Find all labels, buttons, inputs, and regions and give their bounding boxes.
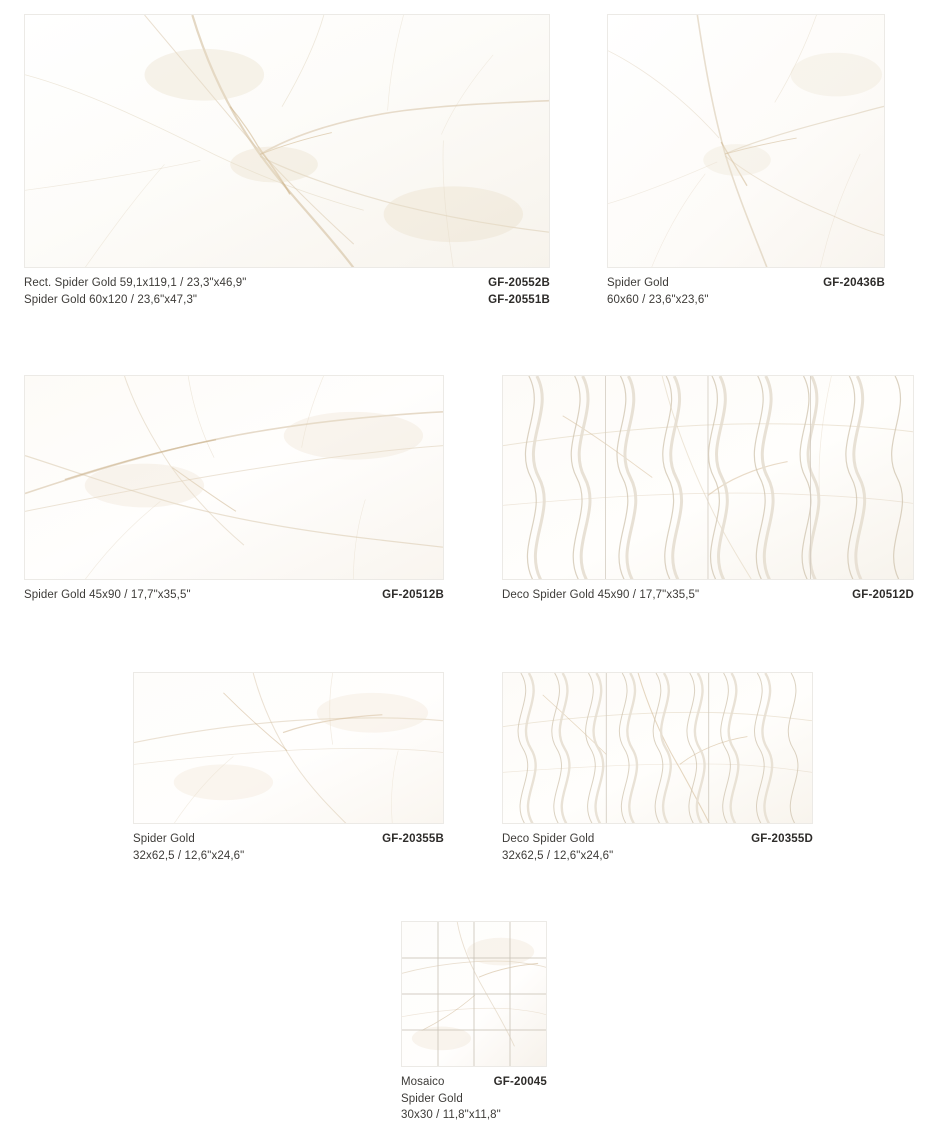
caption-line	[502, 831, 813, 848]
marble-veining-graphic	[608, 15, 884, 267]
product-code: GF-20512D	[852, 589, 914, 601]
product-size: 60x60 / 23,6"x23,6"	[607, 293, 709, 306]
product-caption	[24, 275, 550, 308]
product-caption	[502, 587, 914, 604]
marble-veining-graphic	[134, 673, 443, 824]
product-size: 32x62,5 / 12,6"x24,6"	[133, 849, 245, 862]
caption-line	[24, 292, 550, 309]
marble-veining-graphic	[25, 376, 443, 580]
product-name: Spider Gold	[607, 277, 669, 289]
caption-line	[24, 587, 444, 604]
caption-line	[401, 1074, 547, 1091]
tile-image-mosaico-spider-gold	[401, 921, 547, 1067]
product-card-deco-spider-gold-45x90	[502, 375, 914, 604]
product-name: Spider Gold 45x90 / 17,7"x35,5"	[24, 589, 191, 601]
tile-image-spider-gold-45x90	[24, 375, 444, 580]
caption-line	[133, 831, 444, 848]
product-name: Deco Spider Gold 45x90 / 17,7"x35,5"	[502, 589, 700, 601]
product-card-spider-gold-60x60	[607, 14, 885, 308]
product-size: Spider Gold 60x120 / 23,6"x47,3"	[24, 293, 198, 306]
caption-line	[502, 587, 914, 604]
caption-line	[607, 275, 885, 292]
marble-veining-graphic	[503, 673, 812, 824]
product-code: GF-20552B	[488, 277, 550, 289]
product-code: GF-20551B	[488, 293, 550, 306]
product-code: GF-20436B	[823, 277, 885, 289]
product-caption	[607, 275, 885, 308]
product-card-mosaico-spider-gold	[401, 921, 547, 1124]
caption-line	[24, 275, 550, 292]
product-name: Mosaico	[401, 1076, 445, 1088]
product-size: 30x30 / 11,8"x11,8"	[401, 1109, 501, 1122]
caption-line	[607, 292, 885, 309]
marble-veining-graphic	[25, 15, 549, 268]
tile-image-deco-spider-gold-45x90	[502, 375, 914, 580]
product-card-spider-gold-45x90	[24, 375, 444, 604]
product-caption	[401, 1074, 547, 1124]
product-series: Spider Gold	[401, 1092, 463, 1105]
caption-line	[133, 848, 444, 865]
product-code: GF-20512B	[382, 589, 444, 601]
product-code: GF-20045	[493, 1076, 547, 1088]
product-card-deco-spider-gold-32x62-5	[502, 672, 813, 864]
product-code: GF-20355B	[382, 833, 444, 845]
product-size: 32x62,5 / 12,6"x24,6"	[502, 849, 614, 862]
marble-veining-graphic	[503, 376, 913, 580]
product-name: Rect. Spider Gold 59,1x119,1 / 23,3"x46,9"	[24, 277, 247, 289]
tile-image-rect-spider-gold	[24, 14, 550, 268]
tile-image-spider-gold-32x62-5	[133, 672, 444, 824]
product-caption	[502, 831, 813, 864]
product-code: GF-20355D	[751, 833, 813, 845]
caption-line	[401, 1107, 547, 1124]
product-card-rect-spider-gold	[24, 14, 550, 308]
caption-line	[401, 1091, 547, 1108]
product-name: Deco Spider Gold	[502, 833, 595, 845]
product-name: Spider Gold	[133, 833, 195, 845]
marble-veining-graphic	[402, 922, 546, 1066]
tile-image-spider-gold-60x60	[607, 14, 885, 268]
product-card-spider-gold-32x62-5	[133, 672, 444, 864]
product-caption	[24, 587, 444, 604]
product-caption	[133, 831, 444, 864]
caption-line	[502, 848, 813, 865]
tile-image-deco-spider-gold-32x62-5	[502, 672, 813, 824]
